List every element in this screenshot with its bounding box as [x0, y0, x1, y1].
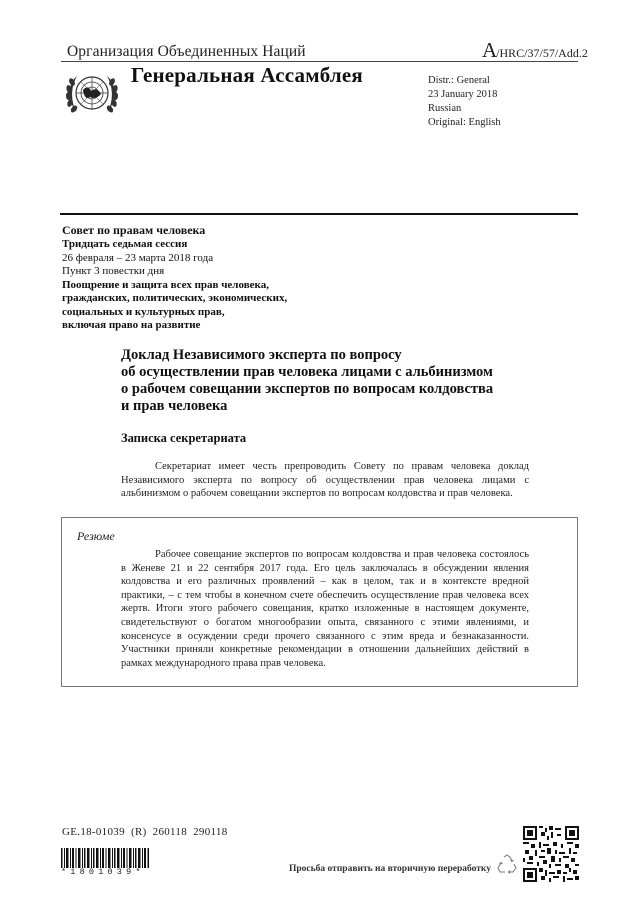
- barcode-icon: [61, 848, 151, 868]
- document-symbol: [482, 38, 588, 63]
- report-title-line: о рабочем совещании экспертов по вопросам колдовства: [121, 381, 494, 397]
- header-rule: [61, 61, 578, 62]
- summary-body: Рабочее совещание экспертов по вопросам колдовства и прав человека состоялось в Женеве 21 и 22 сентября 2017 года. Его цель заключалась в обсуждении явления колдовства и его различных проявлений – как в целом, так и в контексте вредной практики, – с тем чтобы в конечном счете обеспечить осуществление прав человека всех жертв. Итоги этого рабочего совещания, кратко изложенные в настоящем документе, свидетельствуют о богатом многообразии опыта, связанного с этими явлениями, и консенсусе в осуждении среди прочего связанного с этим вреда и безнаказанности. Участники приняли конкретные рекомендации в отношении дальнейших действий в рамках международного права прав человека.: [121, 549, 529, 669]
- un-emblem-icon: [63, 68, 121, 118]
- council-title: Совет по правам человека: [62, 223, 206, 237]
- document-date: 23 January 2018: [428, 89, 498, 100]
- original-language: Original: English: [428, 117, 501, 128]
- recycle-notice: Просьба отправить на вторичную переработку: [289, 864, 491, 874]
- agenda-title-line: социальных и культурных прав,: [62, 305, 225, 318]
- document-language: Russian: [428, 103, 462, 114]
- agenda-title-line: гражданских, политических, экономических,: [62, 292, 288, 304]
- symbol-rest: /HRC/37/57/Add.2: [496, 46, 588, 60]
- summary-label: Резюме: [77, 529, 115, 543]
- job-number: GE.18-01039 (R) 260118 290118: [62, 826, 228, 838]
- qr-code-icon: [523, 826, 579, 882]
- report-title: [121, 347, 561, 415]
- report-title-line: и прав человека: [121, 398, 228, 414]
- report-title-line: Доклад Независимого эксперта по вопросу: [121, 347, 402, 363]
- barcode-number: *1801039*: [61, 867, 145, 877]
- note-heading: Записка секретариата: [121, 431, 247, 445]
- recycle-icon: [496, 853, 518, 875]
- distribution-block: [428, 74, 501, 130]
- distribution-type: Distr.: General: [428, 75, 490, 86]
- session-name: Тридцать седьмая сессия: [62, 238, 188, 250]
- session-dates: 26 февраля – 23 марта 2018 года: [62, 251, 214, 264]
- agenda-item: Пункт 3 повестки дня: [62, 265, 165, 277]
- section-rule: [60, 213, 578, 215]
- symbol-prefix: A: [482, 38, 497, 62]
- agenda-title-line: включая право на развитие: [62, 319, 201, 331]
- organization-name: Организация Объединенных Наций: [67, 43, 306, 60]
- council-block: [62, 222, 287, 333]
- note-body: Секретариат имеет честь препроводить Совету по правам человека доклад Независимого эксперта по вопросу об осуществлении прав человека лицами с альбинизмом о рабочем совещании экспертов по вопросам колдовства и прав человека.: [121, 461, 529, 499]
- agenda-title-line: Поощрение и защита всех прав человека,: [62, 278, 269, 291]
- report-title-line: об осуществлении прав человека лицами с альбинизмом: [121, 364, 493, 380]
- assembly-title: Генеральная Ассамблея: [131, 63, 363, 87]
